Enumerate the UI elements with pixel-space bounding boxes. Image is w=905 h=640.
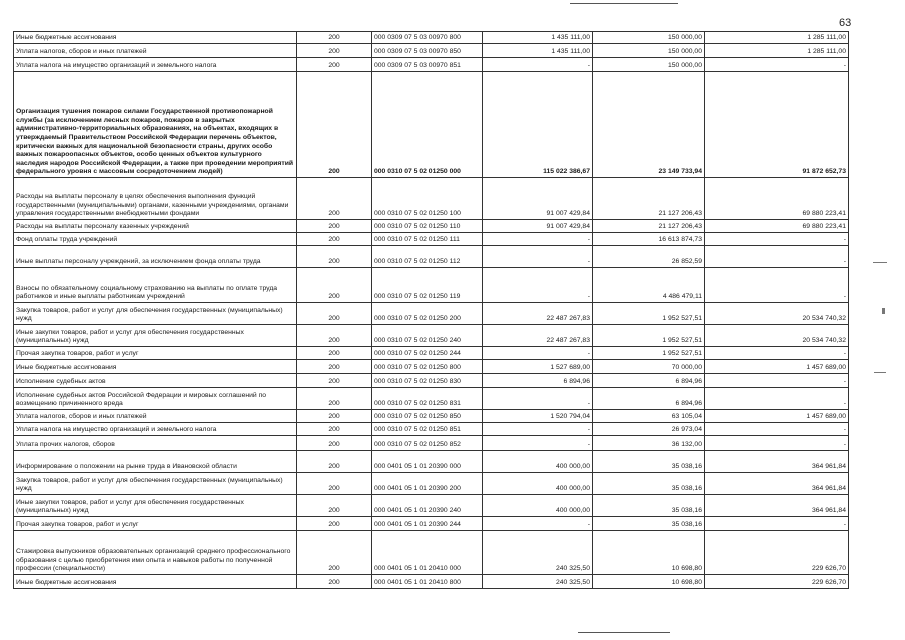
table-cell-code: 200 xyxy=(297,32,372,44)
table-row xyxy=(14,220,849,233)
table-row xyxy=(14,410,849,423)
table-cell-unexecuted: - xyxy=(705,233,849,246)
table-cell-executed: 1 952 527,51 xyxy=(593,303,705,325)
table-row xyxy=(14,423,849,436)
table-cell-kbk: 000 0401 05 1 01 20390 244 xyxy=(372,517,483,531)
scan-rule-bottom xyxy=(578,632,670,633)
table-cell-executed: 150 000,00 xyxy=(593,58,705,72)
table-cell-unexecuted: - xyxy=(705,388,849,410)
table-cell-name: Иные бюджетные ассигнования xyxy=(14,32,297,44)
table-cell-approved: - xyxy=(483,58,593,72)
table-cell-kbk: 000 0310 07 5 02 01250 831 xyxy=(372,388,483,410)
table-cell-unexecuted: 229 626,70 xyxy=(705,531,849,575)
table-cell-kbk: 000 0309 07 5 03 00970 800 xyxy=(372,32,483,44)
table-row xyxy=(14,575,849,589)
table-cell-unexecuted: 1 285 111,00 xyxy=(705,32,849,44)
table-cell-code: 200 xyxy=(297,178,372,220)
table-cell-code: 200 xyxy=(297,531,372,575)
table-cell-unexecuted: - xyxy=(705,436,849,451)
table-cell-executed: 10 698,80 xyxy=(593,575,705,589)
table-cell-unexecuted: 69 880 223,41 xyxy=(705,220,849,233)
table-row xyxy=(14,303,849,325)
table-row xyxy=(14,32,849,44)
table-cell-unexecuted: 1 285 111,00 xyxy=(705,44,849,58)
table-cell-kbk: 000 0310 07 5 02 01250 119 xyxy=(372,268,483,303)
table-row xyxy=(14,44,849,58)
table-cell-kbk: 000 0310 07 5 02 01250 000 xyxy=(372,72,483,178)
table-cell-name: Прочая закупка товаров, работ и услуг xyxy=(14,517,297,531)
table-cell-approved: 400 000,00 xyxy=(483,495,593,517)
table-cell-unexecuted: - xyxy=(705,423,849,436)
scan-artifact xyxy=(874,372,886,373)
table-cell-executed: 26 973,04 xyxy=(593,423,705,436)
table-cell-unexecuted: 229 626,70 xyxy=(705,575,849,589)
table-cell-kbk: 000 0310 07 5 02 01250 830 xyxy=(372,374,483,388)
table-cell-executed: 1 952 527,51 xyxy=(593,325,705,347)
table-cell-approved: 22 487 267,83 xyxy=(483,325,593,347)
table-cell-code: 200 xyxy=(297,347,372,360)
table-row xyxy=(14,436,849,451)
scan-rule-top xyxy=(570,3,678,4)
table-cell-unexecuted: 364 961,84 xyxy=(705,495,849,517)
table-row xyxy=(14,347,849,360)
table-cell-approved: - xyxy=(483,423,593,436)
table-cell-unexecuted: 69 880 223,41 xyxy=(705,178,849,220)
table-cell-code: 200 xyxy=(297,575,372,589)
table-row xyxy=(14,246,849,268)
table-cell-approved: 400 000,00 xyxy=(483,473,593,495)
table-cell-name: Прочая закупка товаров, работ и услуг xyxy=(14,347,297,360)
table-cell-approved: - xyxy=(483,246,593,268)
table-cell-unexecuted: 364 961,84 xyxy=(705,473,849,495)
table-cell-name: Исполнение судебных актов xyxy=(14,374,297,388)
table-row xyxy=(14,233,849,246)
table-body xyxy=(14,32,849,589)
table-cell-name: Уплата прочих налогов, сборов xyxy=(14,436,297,451)
table-cell-executed: 23 149 733,94 xyxy=(593,72,705,178)
page-number: 63 xyxy=(839,17,852,29)
table-cell-kbk: 000 0401 05 1 01 20390 000 xyxy=(372,451,483,473)
table-cell-unexecuted: - xyxy=(705,517,849,531)
table-cell-approved: - xyxy=(483,388,593,410)
table-cell-approved: - xyxy=(483,233,593,246)
table-cell-name: Фонд оплаты труда учреждений xyxy=(14,233,297,246)
table-cell-unexecuted: - xyxy=(705,246,849,268)
table-cell-unexecuted: - xyxy=(705,58,849,72)
table-cell-kbk: 000 0309 07 5 03 00970 850 xyxy=(372,44,483,58)
table-cell-executed: 6 894,96 xyxy=(593,388,705,410)
table-cell-kbk: 000 0310 07 5 02 01250 244 xyxy=(372,347,483,360)
table-cell-approved: 115 022 386,67 xyxy=(483,72,593,178)
table-cell-unexecuted: - xyxy=(705,374,849,388)
table-cell-executed: 36 132,00 xyxy=(593,436,705,451)
table-cell-executed: 26 852,59 xyxy=(593,246,705,268)
table-cell-code: 200 xyxy=(297,58,372,72)
table-cell-executed: 21 127 206,43 xyxy=(593,178,705,220)
table-cell-approved: 91 007 429,84 xyxy=(483,178,593,220)
table-cell-kbk: 000 0401 05 1 01 20390 240 xyxy=(372,495,483,517)
table-cell-name: Иные бюджетные ассигнования xyxy=(14,575,297,589)
table-cell-kbk: 000 0310 07 5 02 01250 200 xyxy=(372,303,483,325)
table-cell-name: Расходы на выплаты персоналу казенных учреждений xyxy=(14,220,297,233)
table-cell-kbk: 000 0401 05 1 01 20410 800 xyxy=(372,575,483,589)
table-row xyxy=(14,517,849,531)
table-cell-executed: 4 486 479,11 xyxy=(593,268,705,303)
table-cell-unexecuted: 91 872 652,73 xyxy=(705,72,849,178)
table-cell-code: 200 xyxy=(297,473,372,495)
table-cell-unexecuted: 1 457 689,00 xyxy=(705,360,849,374)
table-cell-name: Иные закупки товаров, работ и услуг для обеспечения государственных (муниципальных) нужд xyxy=(14,325,297,347)
table-cell-approved: 1 520 794,04 xyxy=(483,410,593,423)
table-cell-code: 200 xyxy=(297,374,372,388)
table-row xyxy=(14,72,849,178)
table-row xyxy=(14,58,849,72)
table-cell-approved: - xyxy=(483,436,593,451)
table-cell-kbk: 000 0310 07 5 02 01250 240 xyxy=(372,325,483,347)
table-cell-executed: 10 698,80 xyxy=(593,531,705,575)
table-cell-approved: 6 894,96 xyxy=(483,374,593,388)
table-row xyxy=(14,495,849,517)
table-cell-approved: 91 007 429,84 xyxy=(483,220,593,233)
table-cell-name: Уплата налогов, сборов и иных платежей xyxy=(14,410,297,423)
table-cell-approved: - xyxy=(483,347,593,360)
table-cell-unexecuted: 20 534 740,32 xyxy=(705,303,849,325)
table-cell-executed: 35 038,16 xyxy=(593,473,705,495)
table-cell-name: Информирование о положении на рынке труда в Ивановской области xyxy=(14,451,297,473)
table-row xyxy=(14,325,849,347)
table-cell-kbk: 000 0309 07 5 03 00970 851 xyxy=(372,58,483,72)
table-cell-code: 200 xyxy=(297,325,372,347)
table-row xyxy=(14,268,849,303)
table-cell-kbk: 000 0401 05 1 01 20390 200 xyxy=(372,473,483,495)
table-cell-kbk: 000 0310 07 5 02 01250 852 xyxy=(372,436,483,451)
budget-execution-table xyxy=(13,31,849,589)
table-cell-name: Уплата налога на имущество организаций и земельного налога xyxy=(14,423,297,436)
table-cell-kbk: 000 0310 07 5 02 01250 851 xyxy=(372,423,483,436)
table-cell-executed: 35 038,16 xyxy=(593,495,705,517)
table-cell-kbk: 000 0310 07 5 02 01250 112 xyxy=(372,246,483,268)
table-cell-approved: 22 487 267,83 xyxy=(483,303,593,325)
table-cell-approved: - xyxy=(483,517,593,531)
table-cell-name: Организация тушения пожаров силами Государственной противопожарной службы (за исключением лесных пожаров, пожаров в закрытых административно-территориальных образованиях, на объектах, входящих в утверждаемый Правительством Российской Федерации перечень объектов, критически важных для национальной безопасности страны, других особо важных пожароопасных объектов, особо ценных объектов культурного наследия народов Российской Федерации, а также при проведении мероприятий федерального уровня с массовым сосредоточением людей) xyxy=(14,72,297,178)
table-cell-executed: 150 000,00 xyxy=(593,44,705,58)
table-cell-name: Закупка товаров, работ и услуг для обеспечения государственных (муниципальных) нужд xyxy=(14,473,297,495)
table-cell-code: 200 xyxy=(297,436,372,451)
table-cell-unexecuted: - xyxy=(705,268,849,303)
table-cell-kbk: 000 0310 07 5 02 01250 111 xyxy=(372,233,483,246)
table-cell-approved: - xyxy=(483,268,593,303)
table-cell-code: 200 xyxy=(297,495,372,517)
table-cell-kbk: 000 0310 07 5 02 01250 800 xyxy=(372,360,483,374)
table-row xyxy=(14,374,849,388)
table-cell-executed: 35 038,16 xyxy=(593,451,705,473)
table-cell-executed: 21 127 206,43 xyxy=(593,220,705,233)
table-cell-approved: 240 325,50 xyxy=(483,531,593,575)
table-cell-approved: 1 435 111,00 xyxy=(483,44,593,58)
table-cell-name: Уплата налога на имущество организаций и земельного налога xyxy=(14,58,297,72)
table-cell-code: 200 xyxy=(297,246,372,268)
table-row xyxy=(14,473,849,495)
table-cell-approved: 240 325,50 xyxy=(483,575,593,589)
table-cell-code: 200 xyxy=(297,423,372,436)
table-cell-approved: 400 000,00 xyxy=(483,451,593,473)
table-cell-name: Взносы по обязательному социальному страхованию на выплаты по оплате труда работников и иные выплаты работникам учреждений xyxy=(14,268,297,303)
table-cell-kbk: 000 0310 07 5 02 01250 100 xyxy=(372,178,483,220)
table-cell-kbk: 000 0401 05 1 01 20410 000 xyxy=(372,531,483,575)
table-cell-approved: 1 527 689,00 xyxy=(483,360,593,374)
table-cell-executed: 6 894,96 xyxy=(593,374,705,388)
table-cell-name: Иные выплаты персоналу учреждений, за исключением фонда оплаты труда xyxy=(14,246,297,268)
table-cell-name: Исполнение судебных актов Российской Федерации и мировых соглашений по возмещению причиненного вреда xyxy=(14,388,297,410)
table-cell-name: Расходы на выплаты персоналу в целях обеспечения выполнения функций государственными (муниципальными) органами, казенными учреждениями, органами управления государственными внебюджетными фондами xyxy=(14,178,297,220)
table-cell-unexecuted: 1 457 689,00 xyxy=(705,410,849,423)
table-cell-code: 200 xyxy=(297,410,372,423)
table-cell-name: Уплата налогов, сборов и иных платежей xyxy=(14,44,297,58)
table-cell-name: Стажировка выпускников образовательных организаций среднего профессионального образования с целью приобретения ими опыта и навыков работы по полученной профессии (специальности) xyxy=(14,531,297,575)
table-cell-name: Иные бюджетные ассигнования xyxy=(14,360,297,374)
table-row xyxy=(14,360,849,374)
table-cell-kbk: 000 0310 07 5 02 01250 110 xyxy=(372,220,483,233)
table-cell-code: 200 xyxy=(297,517,372,531)
table-row xyxy=(14,451,849,473)
table-cell-name: Закупка товаров, работ и услуг для обеспечения государственных (муниципальных) нужд xyxy=(14,303,297,325)
table-row xyxy=(14,531,849,575)
table-cell-code: 200 xyxy=(297,44,372,58)
table-cell-approved: 1 435 111,00 xyxy=(483,32,593,44)
table-cell-code: 200 xyxy=(297,72,372,178)
table-cell-unexecuted: 364 961,84 xyxy=(705,451,849,473)
table-cell-executed: 16 613 874,73 xyxy=(593,233,705,246)
table-cell-name: Иные закупки товаров, работ и услуг для обеспечения государственных (муниципальных) нужд xyxy=(14,495,297,517)
table-cell-executed: 150 000,00 xyxy=(593,32,705,44)
table-cell-code: 200 xyxy=(297,268,372,303)
table-cell-code: 200 xyxy=(297,388,372,410)
table-cell-code: 200 xyxy=(297,451,372,473)
table-cell-code: 200 xyxy=(297,233,372,246)
table-cell-code: 200 xyxy=(297,360,372,374)
scan-artifact xyxy=(882,308,885,314)
table-cell-kbk: 000 0310 07 5 02 01250 850 xyxy=(372,410,483,423)
scan-artifact xyxy=(873,262,887,263)
table-cell-code: 200 xyxy=(297,303,372,325)
table-cell-executed: 1 952 527,51 xyxy=(593,347,705,360)
table-cell-unexecuted: - xyxy=(705,347,849,360)
table-cell-executed: 63 105,04 xyxy=(593,410,705,423)
table-row xyxy=(14,178,849,220)
table-cell-executed: 70 000,00 xyxy=(593,360,705,374)
table-row xyxy=(14,388,849,410)
table-cell-executed: 35 038,16 xyxy=(593,517,705,531)
table-cell-unexecuted: 20 534 740,32 xyxy=(705,325,849,347)
table-cell-code: 200 xyxy=(297,220,372,233)
